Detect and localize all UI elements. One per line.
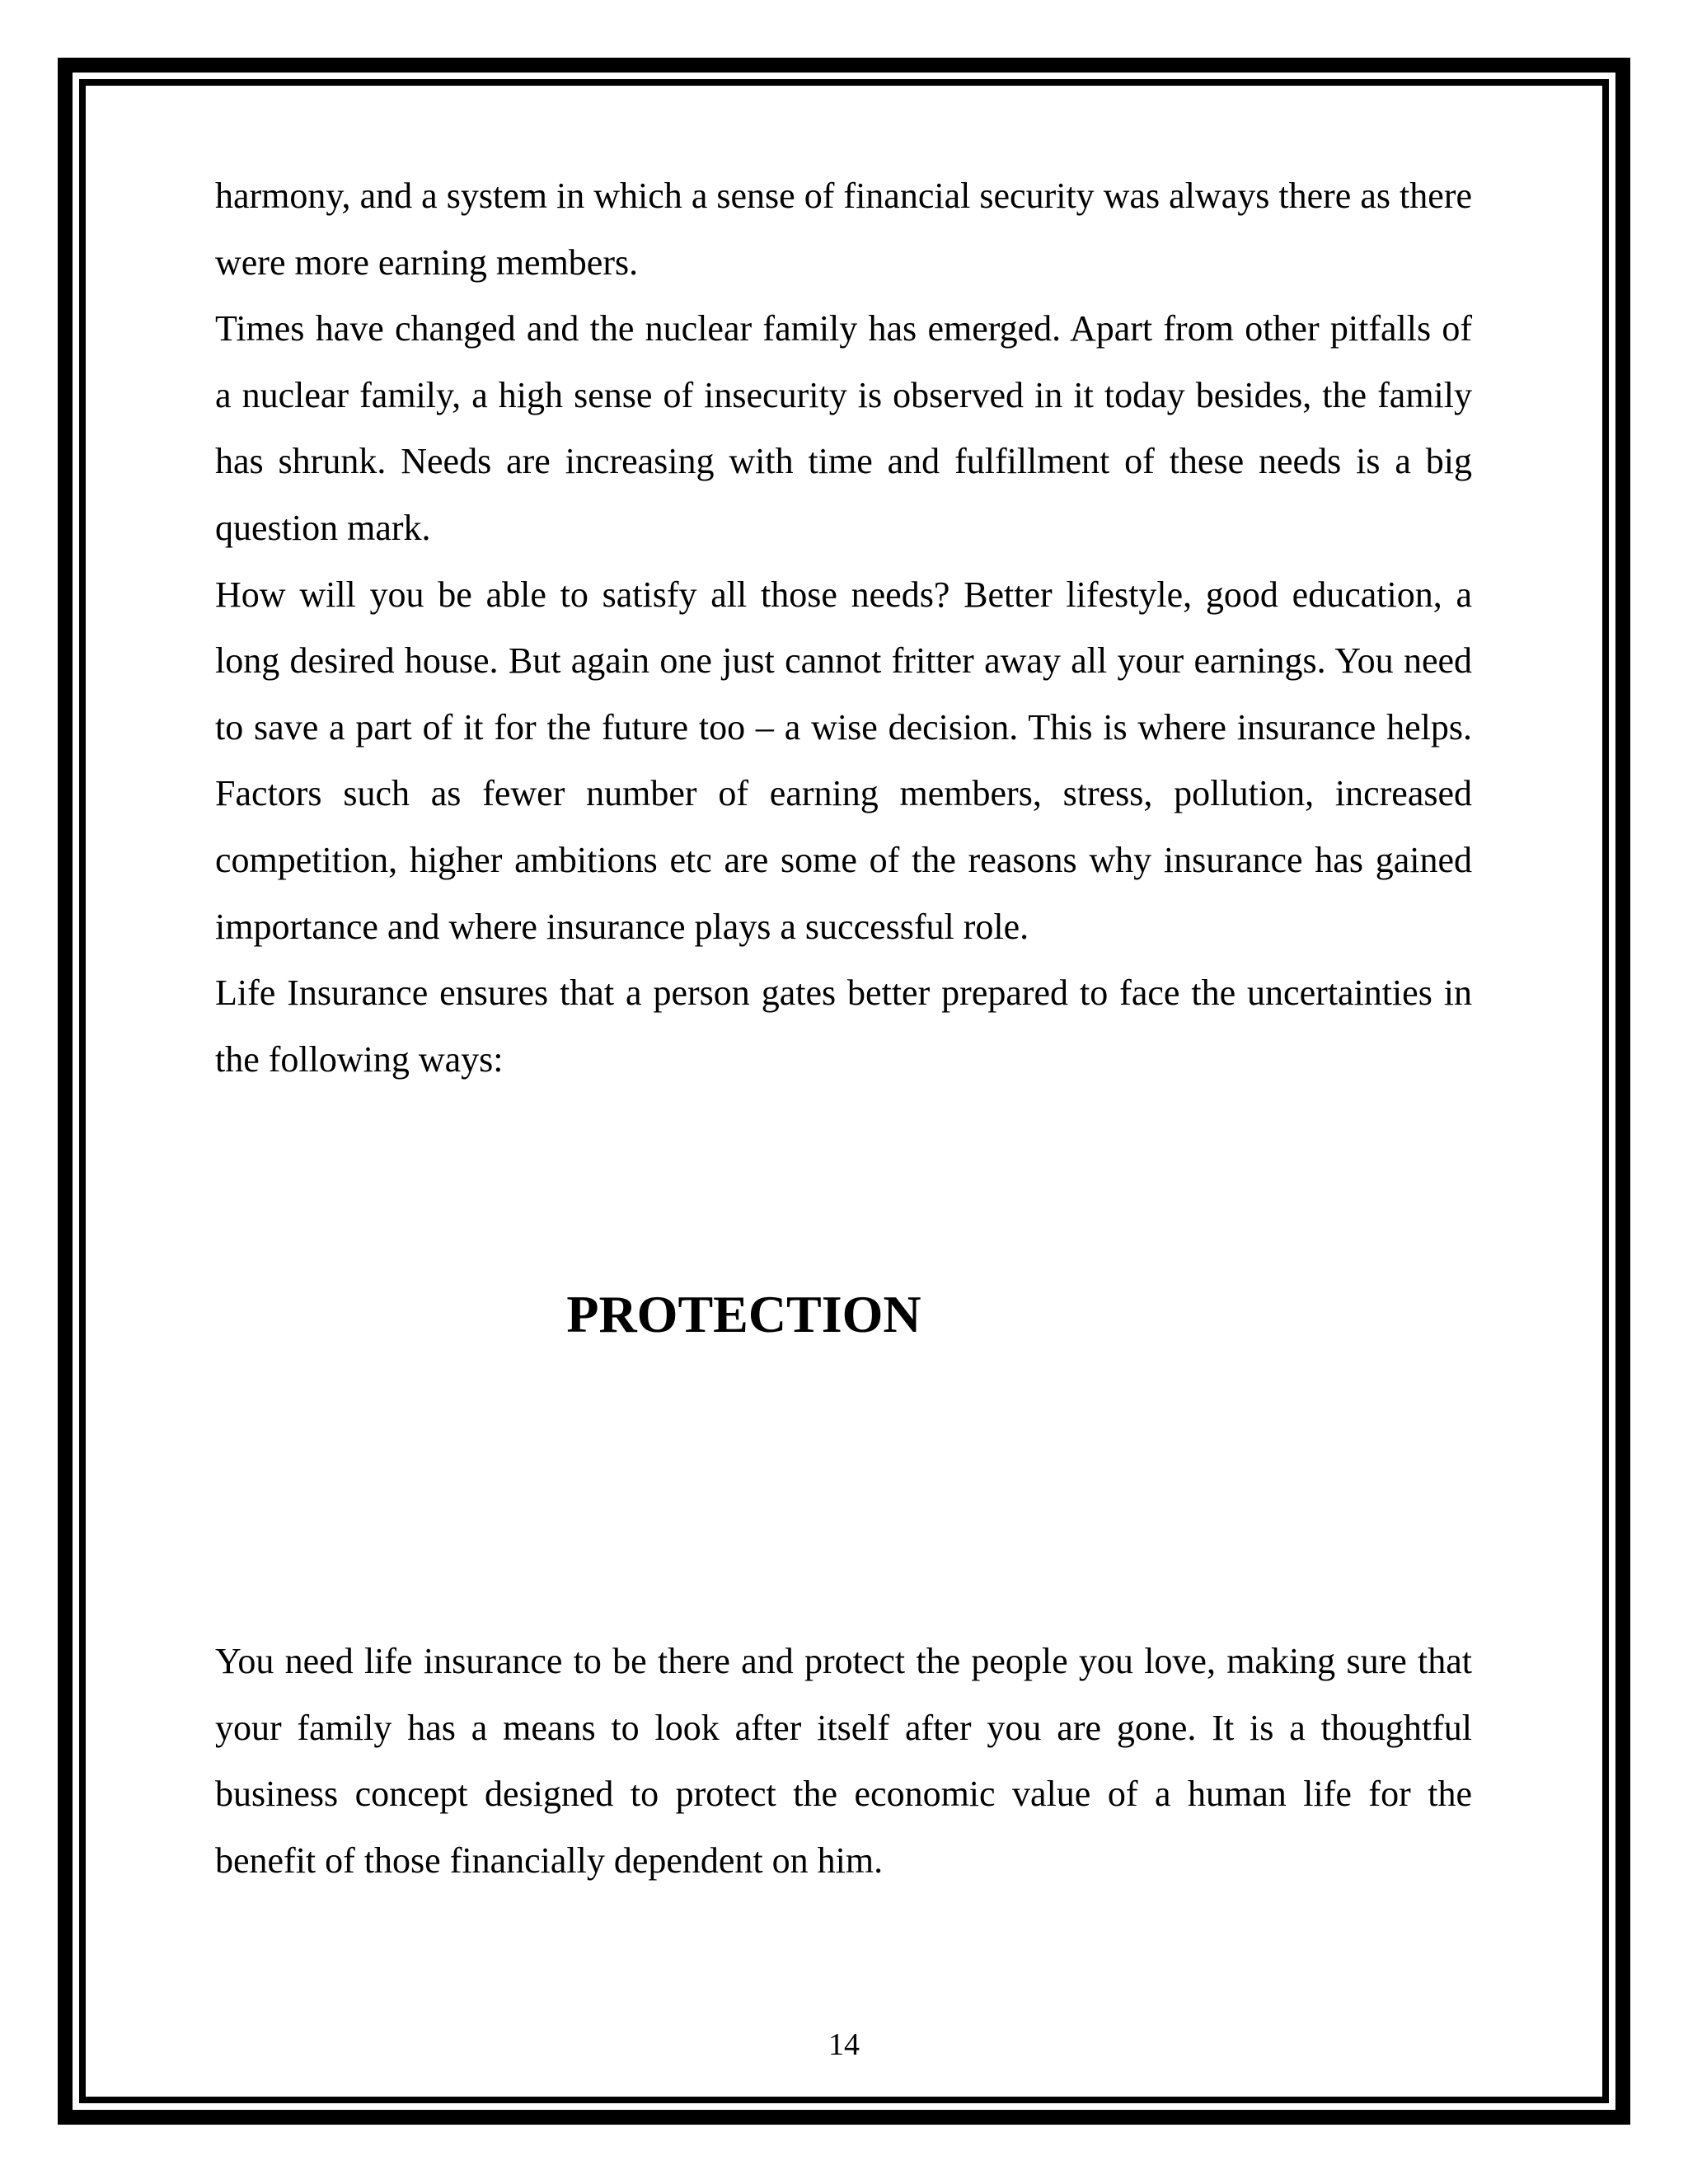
- body-text-bottom: [215, 1629, 1472, 1894]
- paragraph-harmony: harmony, and a system in which a sense of financial security was always there as there were more earning members.: [215, 176, 1472, 283]
- paragraph-needs: How will you be able to satisfy all those needs? Better lifestyle, good education, a long desired house. But again one just cannot fritter away all your earnings. You need to save a part of it for the future too – a wise decision. This is where insurance helps. Factors such as fewer number of earning members, stress, pollution, increased competition, higher ambitions etc are some of the reasons why insurance has gained importance and where insurance plays a successful role.: [215, 574, 1472, 947]
- paragraph-protection: You need life insurance to be there and protect the people you love, making sure that your family has a means to look after itself after you are gone. It is a thoughtful business concept designed to protect the economic value of a human life for the benefit of those financially dependent on him.: [215, 1641, 1472, 1881]
- paragraph-nuclear-family: Times have changed and the nuclear family has emerged. Apart from other pitfalls of a nuclear family, a high sense of insecurity is observed in it today besides, the family has shrunk. Needs are increasing with time and fulfillment of these needs is a big question mark.: [215, 308, 1472, 548]
- paragraph-life-insurance: Life Insurance ensures that a person gates better prepared to face the uncertainties in the following ways:: [215, 972, 1472, 1080]
- section-heading: PROTECTION: [566, 1285, 921, 1343]
- body-text-top: [215, 163, 1472, 1093]
- page-number: 14: [828, 2027, 860, 2062]
